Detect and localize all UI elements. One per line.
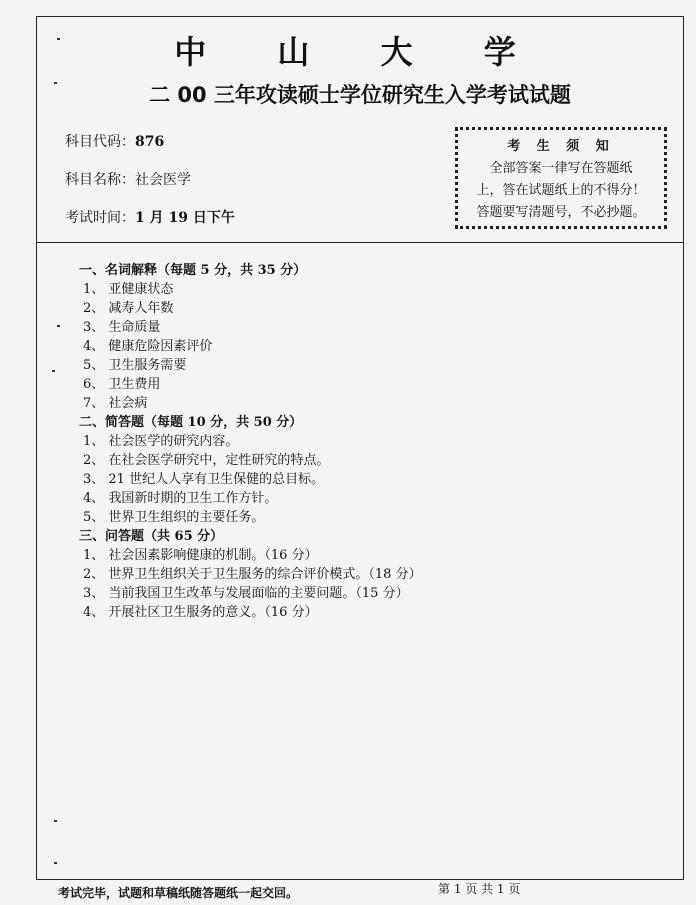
scan-speck bbox=[57, 38, 60, 40]
question-item: 3、 生命质量 bbox=[83, 320, 161, 335]
header-divider bbox=[37, 242, 683, 243]
exam-time-value: 1 月 19 日下午 bbox=[135, 210, 235, 226]
question-item: 3、 当前我国卫生改革与发展面临的主要问题。（15 分） bbox=[83, 586, 409, 601]
questions bbox=[79, 261, 639, 622]
question-item: 1、 亚健康状态 bbox=[83, 282, 174, 297]
question-item: 7、 社会病 bbox=[83, 396, 148, 411]
notice-line: 上，答在试题纸上的不得分！ bbox=[476, 183, 646, 198]
subject-code-label: 科目代码： bbox=[65, 134, 135, 150]
question-item: 6、 卫生费用 bbox=[83, 377, 161, 392]
page-number: 第 1 页 共 1 页 bbox=[438, 882, 521, 896]
exam-title: 二 00 三年攻读硕士学位研究生入学考试试题 bbox=[149, 83, 571, 107]
scan-speck bbox=[52, 370, 55, 372]
notice-line: 答题要写清题号，不必抄题。 bbox=[476, 205, 646, 220]
subject-name-value: 社会医学 bbox=[135, 172, 191, 188]
notice-line: 全部答案一律写在答题纸 bbox=[489, 161, 633, 176]
candidate-notice-box bbox=[455, 127, 667, 229]
school-name: 中 山 大 学 bbox=[174, 33, 546, 71]
exam-time bbox=[65, 207, 235, 227]
subject-code-value: 876 bbox=[135, 134, 165, 150]
subject-code bbox=[65, 131, 164, 151]
section-heading: 三、问答题（共 65 分） bbox=[79, 529, 224, 544]
question-item: 5、 世界卫生组织的主要任务。 bbox=[83, 510, 265, 525]
section-heading: 一、名词解释（每题 5 分，共 35 分） bbox=[79, 263, 307, 278]
notice-title: 考 生 须 知 bbox=[507, 139, 615, 154]
subject-name bbox=[65, 169, 191, 189]
exam-time-label: 考试时间： bbox=[65, 210, 135, 226]
question-item: 3、 21 世纪人人享有卫生保健的总目标。 bbox=[83, 472, 325, 487]
scan-speck bbox=[54, 82, 57, 84]
scan-speck bbox=[57, 325, 60, 327]
question-item: 2、 减寿人年数 bbox=[83, 301, 174, 316]
subject-name-label: 科目名称： bbox=[65, 172, 135, 188]
question-item: 1、 社会因素影响健康的机制。（16 分） bbox=[83, 548, 318, 563]
scan-speck bbox=[54, 820, 57, 822]
question-item: 4、 开展社区卫生服务的意义。（16 分） bbox=[83, 605, 318, 620]
question-item: 5、 卫生服务需要 bbox=[83, 358, 187, 373]
footer-instruction: 考试完毕，试题和草稿纸随答题纸一起交回。 bbox=[58, 886, 299, 900]
exam-paper-frame bbox=[36, 16, 684, 880]
question-item: 4、 健康危险因素评价 bbox=[83, 339, 213, 354]
question-item: 1、 社会医学的研究内容。 bbox=[83, 434, 239, 449]
scan-speck bbox=[54, 862, 57, 864]
question-item: 2、 在社会医学研究中，定性研究的特点。 bbox=[83, 453, 330, 468]
section-heading: 二、简答题（每题 10 分，共 50 分） bbox=[79, 415, 303, 430]
question-item: 2、 世界卫生组织关于卫生服务的综合评价模式。（18 分） bbox=[83, 567, 422, 582]
question-item: 4、 我国新时期的卫生工作方针。 bbox=[83, 491, 278, 506]
